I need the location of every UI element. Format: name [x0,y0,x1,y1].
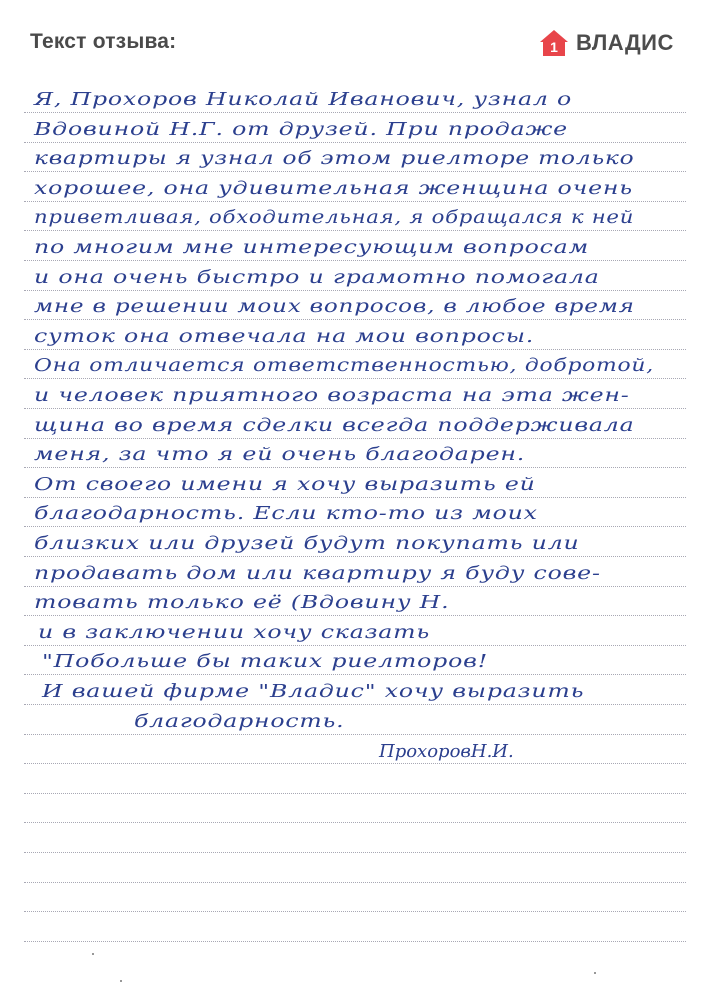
review-line: благодарность. Если кто-то из моих [34,504,538,525]
ruled-line [24,822,686,823]
review-line: благодарность. [134,711,345,732]
ruled-line [24,349,686,350]
review-line: суток она отвечала на мои вопросы. [34,326,535,347]
ruled-line [24,378,686,379]
ruled-line [24,763,686,764]
ruled-line [24,734,686,735]
house-icon [538,27,570,59]
ruled-line [24,674,686,675]
scan-speck [594,972,596,974]
ruled-line [24,201,686,202]
scan-speck [92,953,94,955]
ruled-line [24,645,686,646]
ruled-line [24,911,686,912]
ruled-line [24,556,686,557]
review-line: и человек приятного возраста на эта жен- [34,386,630,406]
ruled-line [24,230,686,231]
review-line: Я, Прохоров Николай Иванович, узнал о [34,90,573,110]
review-text-area [24,84,686,964]
review-line: и она очень быстро и грамотно помогала [34,267,600,288]
ruled-line [24,467,686,468]
review-line: квартиры я узнал об этом риелторе только [34,149,635,170]
review-line: щина во время сделки всегда поддерживала [34,415,635,436]
review-line: товать только её (Вдовину Н. [34,593,450,614]
ruled-line [24,260,686,261]
ruled-line [24,112,686,113]
review-line: продавать дом или квартиру я буду сове- [34,563,601,584]
ruled-line [24,171,686,172]
review-line: От своего имени я хочу выразить ей [34,474,536,495]
review-line: Вдовиной Н.Г. от друзей. При продаже [34,119,568,140]
review-line: меня, за что я ей очень благодарен. [34,445,526,466]
ruled-line [24,704,686,705]
review-line: мне в решении моих вопросов, в любое время [34,297,635,318]
brand-logo [538,26,674,60]
review-line: Она отличается ответственностью, добротой, [34,356,654,377]
ruled-line [24,438,686,439]
ruled-line [24,142,686,143]
ruled-line [24,882,686,883]
review-line: хорошее, она удивительная женщина очень [34,178,633,199]
ruled-line [24,793,686,794]
review-line: по многим мне интересующим вопросам [34,238,589,258]
scan-speck [120,980,122,982]
review-line: И вашей фирме "Владис" хочу выразить [42,682,585,702]
ruled-line [24,586,686,587]
ruled-line [24,941,686,942]
ruled-line [24,852,686,853]
review-line: близких или друзей будут покупать или [34,534,580,554]
ruled-line [24,290,686,291]
review-line: и в заключении хочу сказать [38,622,431,643]
ruled-line [24,526,686,527]
ruled-line [24,319,686,320]
review-line: приветливая, обходительная, я обращался к ней [34,208,635,229]
page-title: Текст отзыва: [30,30,177,53]
ruled-line [24,615,686,616]
signature: ПрохоровН.И. [379,741,514,763]
review-line: "Побольше бы таких риелторов! [42,652,489,673]
ruled-line [24,408,686,409]
brand-badge: 1 [550,39,558,55]
brand-name: ВЛАДИС [576,30,674,55]
ruled-line [24,497,686,498]
